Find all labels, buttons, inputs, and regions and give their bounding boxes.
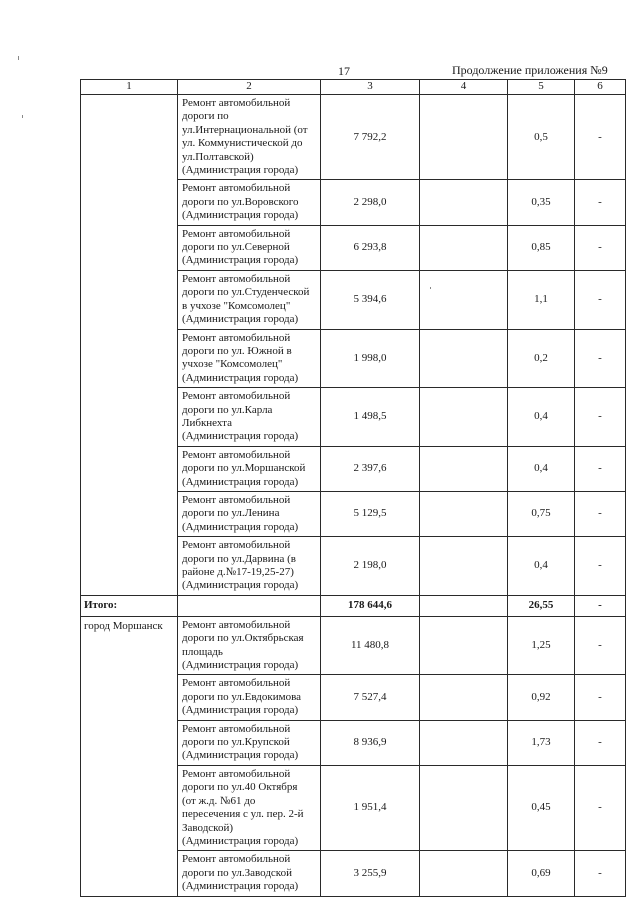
description-line: (Администрация города) [182,164,299,177]
column-header-row [81,80,626,95]
length-cell: 1,25 [508,616,575,675]
description-line: дороги по ул.Моршанской [182,462,306,475]
description-line: (Администрация города) [182,475,299,488]
length-cell: 1,1 [508,270,575,329]
amount-cell: 3 255,9 [321,851,420,896]
total-amount: 178 644,6 [321,595,420,616]
length-cell: 0,85 [508,225,575,270]
description-line: (Администрация города) [182,430,299,443]
col4-cell [420,491,508,536]
col6-cell: - [575,180,626,225]
description-line: Либкнехта [182,416,232,429]
col4-cell [420,675,508,720]
column-header: 2 [178,80,321,95]
description-line: Ремонт автомобильной [182,539,291,552]
description-line: (Администрация города) [182,704,299,717]
continuation-label: Продолжение приложения №9 [452,63,608,77]
length-cell: 0,4 [508,388,575,447]
description-line: Ремонт автомобильной [182,182,291,195]
description-line: Ремонт автомобильной [182,853,291,866]
budget-table [80,79,626,897]
description-line: Ремонт автомобильной [182,767,291,780]
total-col6: - [575,595,626,616]
length-cell: 0,4 [508,446,575,491]
col4-cell [420,537,508,596]
description-line: дороги по ул.Заводской [182,866,292,879]
table-row [81,616,626,675]
city-name-cell: город Моршанск [81,616,178,896]
amount-cell: 2 198,0 [321,537,420,596]
column-header: 1 [81,80,178,95]
col6-cell: - [575,95,626,180]
item-description [178,851,321,896]
column-header: 3 [321,80,420,95]
item-description [178,329,321,388]
description-line: дороги по ул.Карла [182,403,273,416]
description-line: ул. Коммунистической до [182,137,303,150]
amount-cell: 7 792,2 [321,95,420,180]
col4-cell [420,388,508,447]
total-desc-cell [178,595,321,616]
description-line: Ремонт автомобильной [182,677,291,690]
description-line: Ремонт автомобильной [182,618,291,631]
amount-cell: 5 394,6 [321,270,420,329]
description-line: Ремонт автомобильной [182,331,291,344]
col6-cell: - [575,851,626,896]
total-label: Итого: [81,595,178,616]
description-line: учхозе "Комсомолец" [182,358,283,371]
item-description [178,446,321,491]
description-line: дороги по ул.Евдокимова [182,690,301,703]
scan-speck [18,56,19,60]
amount-cell: 5 129,5 [321,491,420,536]
item-description [178,765,321,850]
description-line: ул.Интернациональной (от [182,123,308,136]
col6-cell: - [575,491,626,536]
description-line: Ремонт автомобильной [182,448,291,461]
table-body [81,80,626,897]
page-number: 17 [338,64,350,78]
col4-cell [420,225,508,270]
amount-cell: 1 951,4 [321,765,420,850]
col4-cell [420,95,508,180]
length-cell: 0,69 [508,851,575,896]
col6-cell: - [575,765,626,850]
description-line: Заводской) [182,821,234,834]
col4-cell [420,720,508,765]
col4-cell [420,765,508,850]
item-description [178,270,321,329]
description-line: дороги по ул.Крупской [182,736,290,749]
column-header: 6 [575,80,626,95]
amount-cell: 1 498,5 [321,388,420,447]
amount-cell: 8 936,9 [321,720,420,765]
length-cell: 0,35 [508,180,575,225]
description-line: дороги по [182,110,229,123]
col6-cell: - [575,537,626,596]
length-cell: 0,92 [508,675,575,720]
item-description [178,388,321,447]
col4-cell [420,180,508,225]
table-row [81,95,626,180]
scan-speck [22,115,23,118]
col6-cell: - [575,388,626,447]
length-cell: 0,5 [508,95,575,180]
description-line: (Администрация города) [182,371,299,384]
description-line: (Администрация города) [182,659,299,672]
description-line: в учхозе "Комсомолец" [182,299,291,312]
description-line: (от ж.д. №61 до [182,794,256,807]
amount-cell: 2 298,0 [321,180,420,225]
amount-cell: 7 527,4 [321,675,420,720]
column-header: 5 [508,80,575,95]
description-line: площадь [182,645,223,658]
column-header: 4 [420,80,508,95]
description-line: (Администрация города) [182,880,299,893]
length-cell: 1,73 [508,720,575,765]
description-line: дороги по ул.Ленина [182,507,280,520]
col6-cell: - [575,616,626,675]
col6-cell: - [575,675,626,720]
amount-cell: 2 397,6 [321,446,420,491]
amount-cell: 1 998,0 [321,329,420,388]
col4-cell [420,851,508,896]
item-description [178,225,321,270]
description-line: (Администрация города) [182,834,299,847]
col4-cell [420,616,508,675]
group-cell [81,95,178,596]
description-line: (Администрация города) [182,749,299,762]
col6-cell: - [575,446,626,491]
amount-cell: 6 293,8 [321,225,420,270]
description-line: Ремонт автомобильной [182,493,291,506]
col6-cell: - [575,720,626,765]
item-description [178,675,321,720]
description-line: пересечения с ул. пер. 2-й [182,808,304,821]
col4-cell [420,446,508,491]
description-line: Ремонт автомобильной [182,227,291,240]
description-line: (Администрация города) [182,520,299,533]
total-row [81,595,626,616]
amount-cell: 11 480,8 [321,616,420,675]
length-cell: 0,2 [508,329,575,388]
description-line: дороги по ул. Южной в [182,344,292,357]
description-line: Ремонт автомобильной [182,272,291,285]
item-description [178,720,321,765]
col6-cell: - [575,270,626,329]
col4-cell [420,270,508,329]
description-line: дороги по ул.Воровского [182,195,299,208]
description-line: дороги по ул.Октябрьская [182,632,304,645]
description-line: Ремонт автомобильной [182,722,291,735]
description-line: ул.Полтавской) [182,150,254,163]
item-description [178,95,321,180]
length-cell: 0,4 [508,537,575,596]
description-line: дороги по ул.Дарвина (в [182,552,296,565]
total-col4 [420,595,508,616]
description-line: Ремонт автомобильной [182,390,291,403]
item-description [178,537,321,596]
description-line: (Администрация города) [182,313,299,326]
length-cell: 0,75 [508,491,575,536]
description-line: районе д.№17-19,25-27) [182,566,294,578]
description-line: дороги по ул.Северной [182,241,290,254]
item-description [178,616,321,675]
description-line: Ремонт автомобильной [182,97,291,109]
total-length: 26,55 [508,595,575,616]
description-line: (Администрация города) [182,579,299,592]
item-description [178,180,321,225]
description-line: (Администрация города) [182,254,299,267]
description-line: (Администрация города) [182,209,299,222]
item-description [178,491,321,536]
description-line: дороги по ул.40 Октября [182,781,298,794]
col6-cell: - [575,329,626,388]
col6-cell: - [575,225,626,270]
description-line: дороги по ул.Студенческой [182,286,310,299]
col4-cell [420,329,508,388]
length-cell: 0,45 [508,765,575,850]
